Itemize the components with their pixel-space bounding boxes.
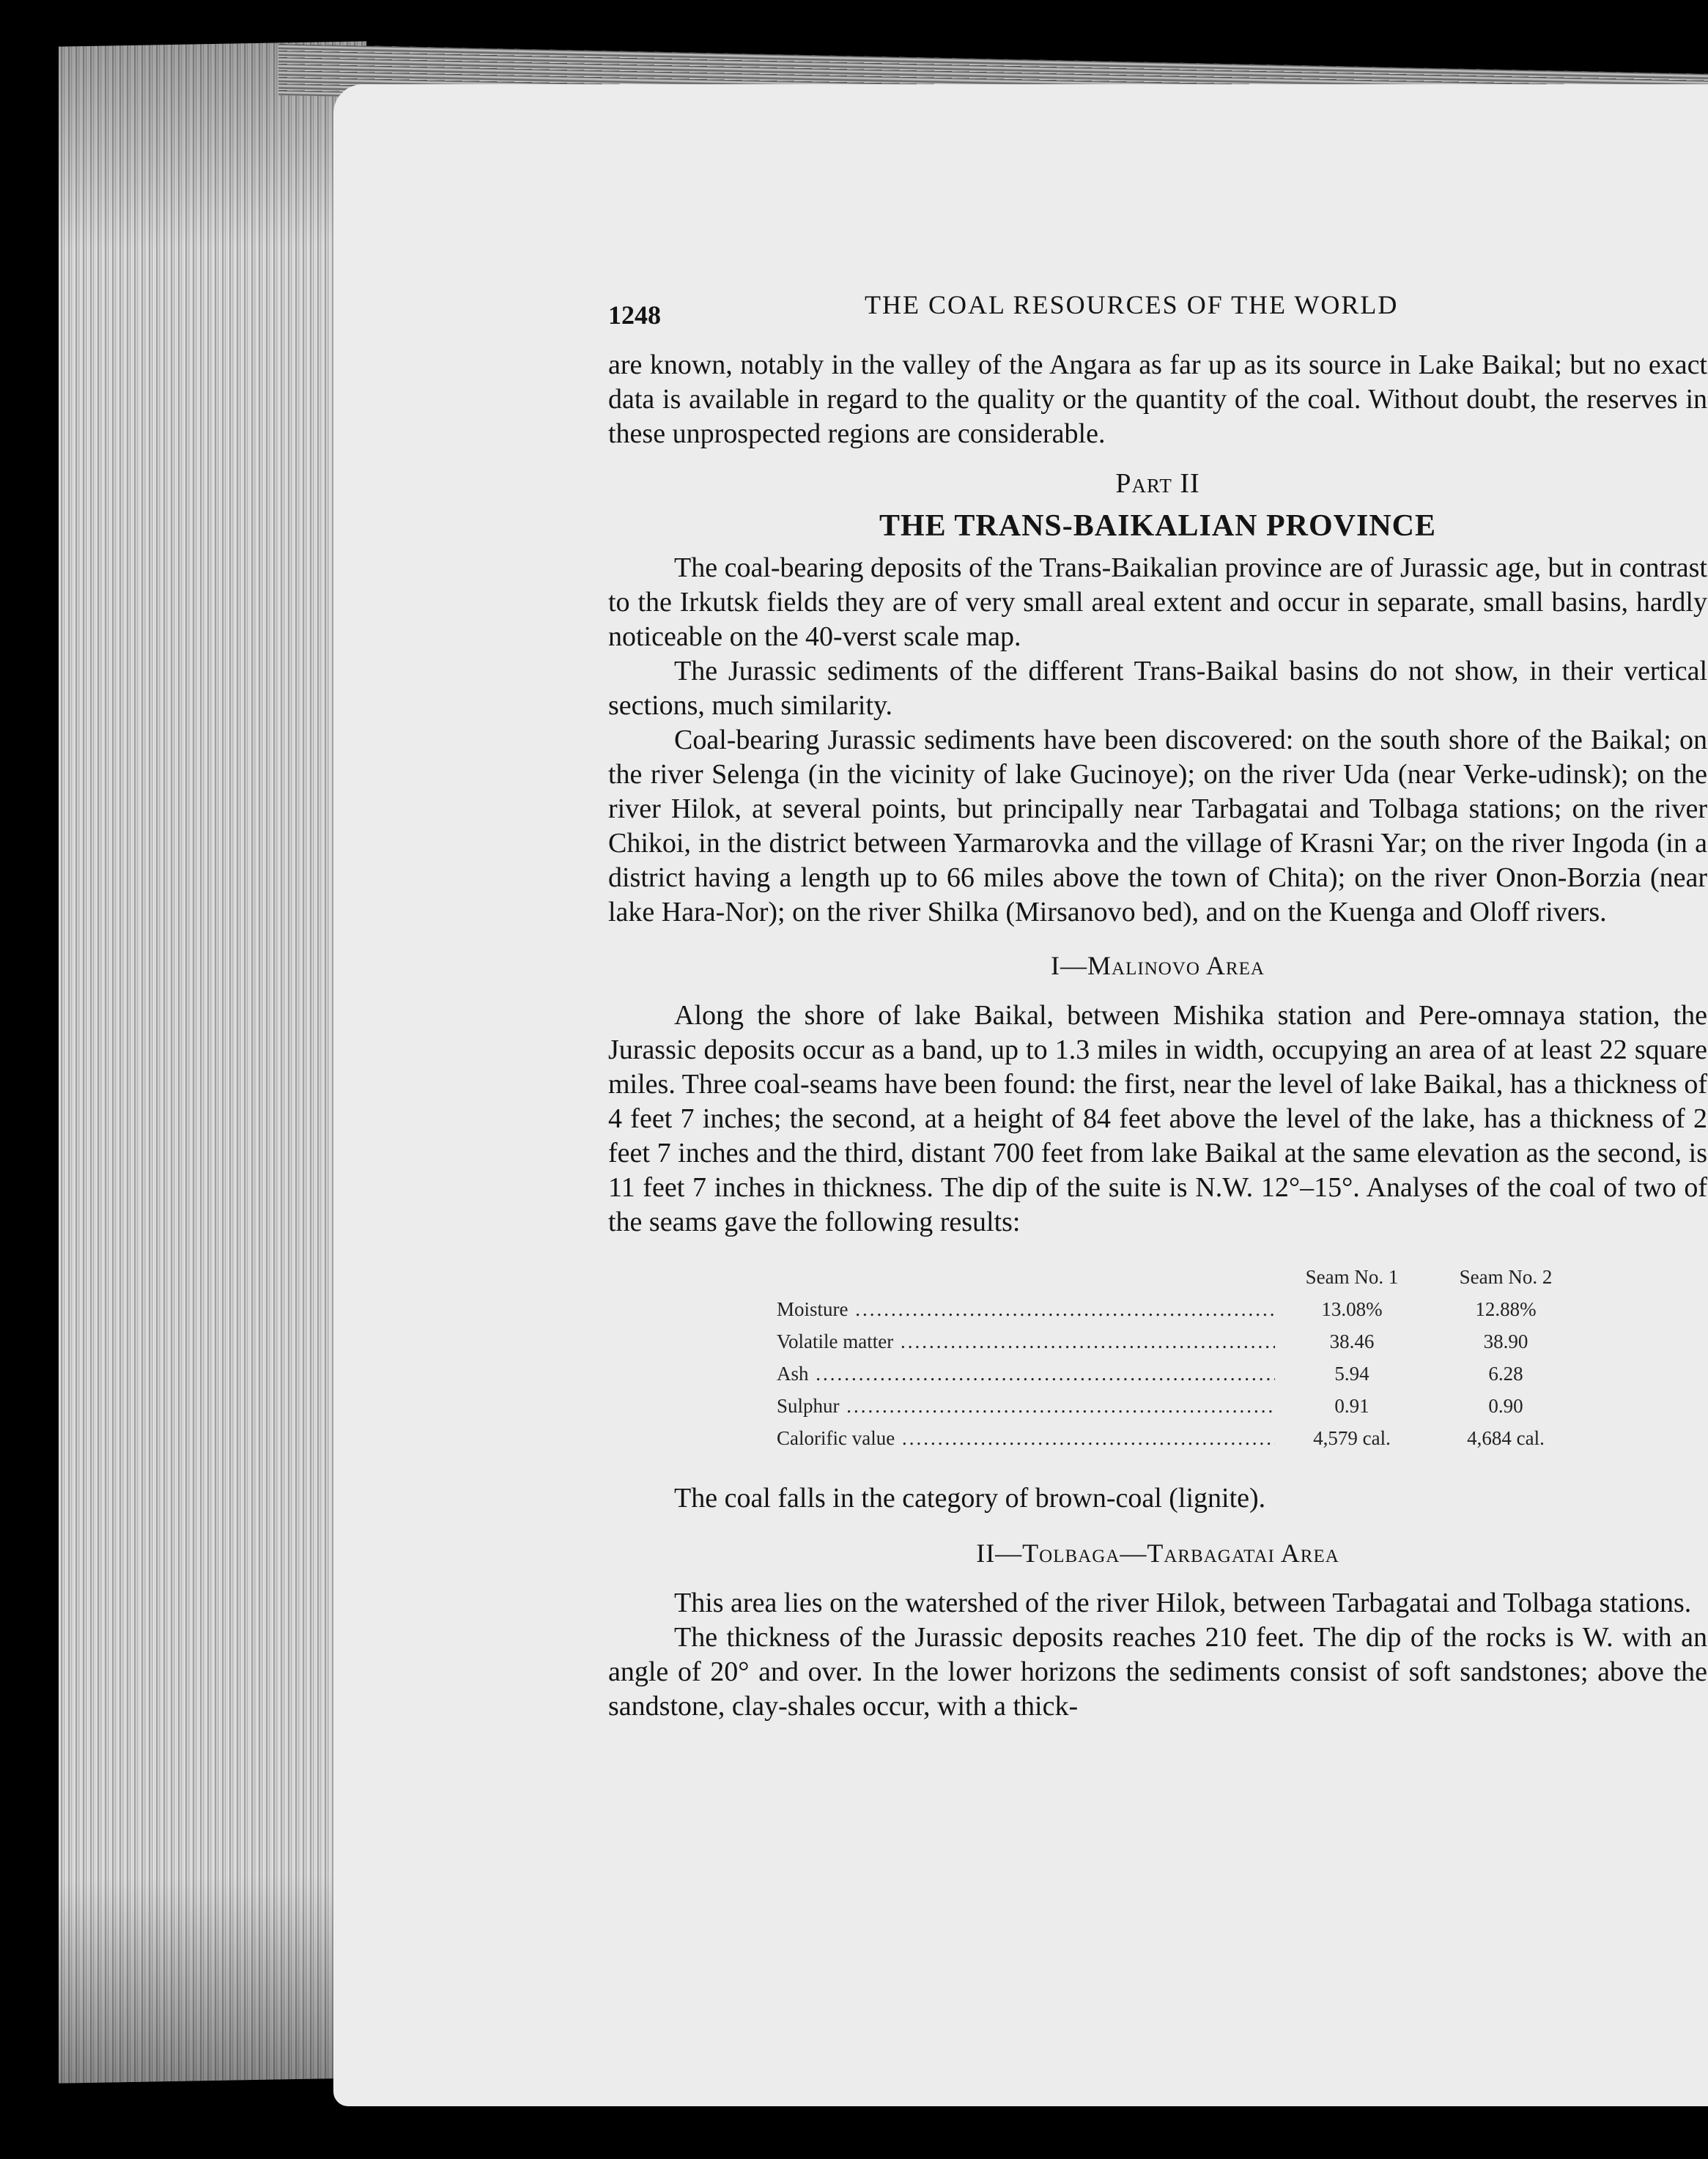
- running-title: THE COAL RESOURCES OF THE WORLD: [865, 290, 1399, 319]
- analysis-value: 6.28: [1488, 1363, 1523, 1385]
- analysis-row: [777, 1395, 1583, 1427]
- analysis-value: 5.94: [1334, 1363, 1369, 1385]
- analysis-value: 13.08%: [1321, 1298, 1383, 1320]
- province-paragraph: The Jurassic sediments of the different Trans-Baikal basins do not show, in their vertical sections, much similarity.: [608, 656, 1707, 721]
- area1-heading: I—Malinovo Area: [1051, 951, 1265, 980]
- analysis-column-header: Seam No. 2: [1459, 1266, 1553, 1288]
- area2-paragraph: The thickness of the Jurassic deposits reaches 210 feet. The dip of the rocks is W. with an angle of 20° and over. In the lower horizons the sediments consist of soft sandstones; above the sandstone, clay-shales occur, with a thick-: [608, 1622, 1707, 1722]
- book-page-edges: [59, 41, 366, 2083]
- analysis-row: [777, 1363, 1583, 1395]
- analysis-row-label: Sulphur .....: [777, 1395, 1275, 1418]
- analysis-row-label: Moisture .....: [777, 1298, 1275, 1321]
- running-head: [608, 289, 1707, 333]
- part-heading: Part II: [1115, 468, 1200, 499]
- analysis-value: 4,579 cal.: [1313, 1427, 1391, 1449]
- analysis-table: [777, 1266, 1583, 1459]
- analysis-value: 38.46: [1329, 1330, 1375, 1352]
- analysis-header-row: [777, 1266, 1583, 1298]
- page-number: 1248: [608, 300, 661, 330]
- province-paragraph: Coal-bearing Jurassic sediments have been discovered: on the south shore of the Baikal; on the river Selenga (in the vicinity of lake Gucinoye); on the river Uda (near Verke-udinsk); on the river Hilok, at several points, but principally near Tarbagatai and Tolbaga stations; on the river Chikoi, in the district between Yarmarovka and the village of Krasni Yar; on the river Ingoda (in a district having a length up to 66 miles above the town of Chita); on the river Onon-Borzia (near lake Hara-Nor); on the river Shilka (Mirsanovo bed), and on the Kuenga and Oloff rivers.: [608, 725, 1707, 927]
- analysis-row: [777, 1427, 1583, 1459]
- province-heading: THE TRANS-BAIKALIAN PROVINCE: [879, 509, 1436, 543]
- intro-paragraph: are known, notably in the valley of the Angara as far up as its source in Lake Baikal; but no exact data is available in regard to the quality or the quantity of the coal. Without doubt, the reserves in these unprospected regions are considerable.: [608, 349, 1707, 449]
- analysis-row-label: Volatile matter .....: [777, 1330, 1275, 1353]
- analysis-row-label: Calorific value .....: [777, 1427, 1275, 1450]
- analysis-value: 4,684 cal.: [1467, 1427, 1545, 1449]
- area1-conclusion: The coal falls in the category of brown-coal (lignite).: [674, 1483, 1266, 1514]
- area2-heading: II—Tolbaga—Tarbagatai Area: [976, 1538, 1339, 1568]
- analysis-row: [777, 1330, 1583, 1363]
- analysis-column-header: Seam No. 1: [1305, 1266, 1399, 1288]
- area1-paragraph: Along the shore of lake Baikal, between Mishika station and Pere-omnaya station, the Jurassic deposits occur as a band, up to 1.3 miles in width, occupying an area of at least 22 square miles. Three coal-seams have been found: the first, near the level of lake Baikal, has a thickness of 4 feet 7 inches; the second, at a height of 84 feet above the level of the lake, has a thickness of 2 feet 7 inches and the third, distant 700 feet from lake Baikal at the same elevation as the second, is 11 feet 7 inches in thickness. The dip of the suite is N.W. 12°–15°. Analyses of the coal of two of the seams gave the following results:: [608, 1000, 1707, 1237]
- text-block: [608, 289, 1707, 1724]
- analysis-value: 0.91: [1334, 1395, 1369, 1417]
- analysis-value: 38.90: [1483, 1330, 1528, 1352]
- analysis-value: 12.88%: [1475, 1298, 1537, 1320]
- analysis-row: [777, 1298, 1583, 1330]
- area2-paragraph: This area lies on the watershed of the river Hilok, between Tarbagatai and Tolbaga stations.: [674, 1588, 1692, 1618]
- province-paragraph: The coal-bearing deposits of the Trans-Baikalian province are of Jurassic age, but in contrast to the Irkutsk fields they are of very small areal extent and occur in separate, small basins, hardly noticeable on the 40-verst scale map.: [608, 552, 1707, 652]
- analysis-row-label: Ash .....: [777, 1363, 1275, 1385]
- analysis-value: 0.90: [1488, 1395, 1523, 1417]
